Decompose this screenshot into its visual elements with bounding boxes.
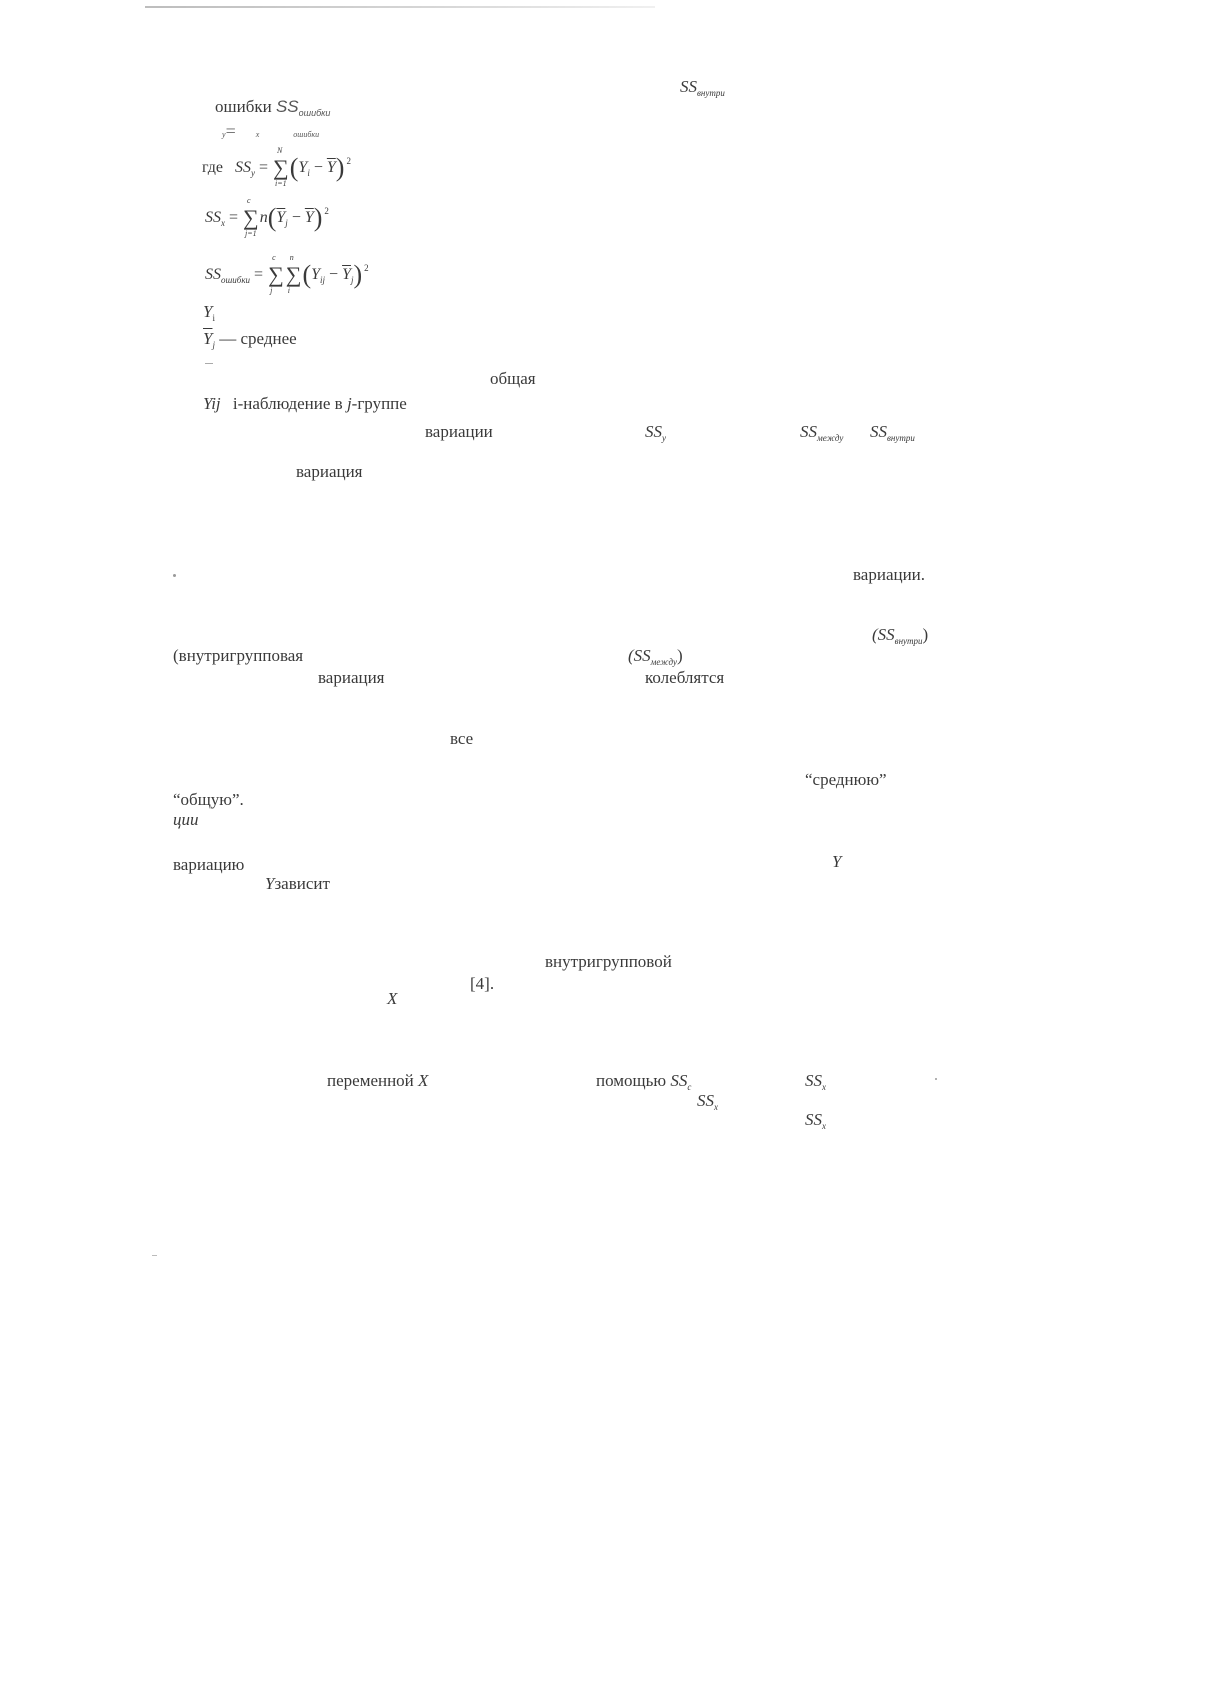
ssy-mean-y: $\overline{Y}$ — [326, 159, 336, 176]
text-tion: ции — [173, 810, 199, 829]
text-variation-3: вариации. — [853, 565, 926, 584]
ssx-open-paren: ( — [267, 203, 277, 232]
yij-line — [203, 395, 407, 412]
text-average: “среднюю” — [805, 770, 887, 789]
ss-between-inline — [800, 423, 843, 443]
ssx-sum: ∑ c j=1 — [243, 196, 259, 238]
ss-x-middle-symbol: SS — [697, 1091, 714, 1110]
ssy-term-y: Y — [298, 159, 308, 176]
by-means-word: помощью — [596, 1071, 667, 1090]
ss-x-right-2-subscript: x — [822, 1121, 826, 1131]
ss-x-right-1-subscript: x — [822, 1082, 826, 1092]
ssx-subscript: x — [221, 218, 225, 228]
ss-inside-top-subscript: внутри — [697, 88, 725, 98]
variable-line — [327, 1072, 428, 1089]
y-i-label — [203, 303, 215, 323]
ss-error-subscript: ошибки — [298, 108, 331, 118]
sse-term-y: Y — [311, 266, 321, 283]
formula-ss-y — [202, 146, 351, 188]
ssy-close-paren: ) — [335, 153, 345, 182]
ss-between-symbol: SS — [800, 422, 817, 441]
ss-inside-paren-symbol: (SS — [872, 625, 895, 644]
sse-inner-lower: i — [287, 286, 290, 295]
faded-equation — [222, 122, 319, 141]
ssx-minus: − — [287, 209, 305, 226]
ssx-close-paren: ) — [313, 203, 323, 232]
ss-x-middle — [697, 1092, 718, 1112]
text-intragroup-2: внутригрупповой — [545, 952, 672, 971]
faded-sub-y: y — [222, 130, 226, 139]
error-label: ошибки — [215, 97, 272, 116]
text-variation-1: вариации — [425, 422, 493, 441]
ss-x-middle-subscript: x — [714, 1102, 718, 1112]
reference-4: [4]. — [470, 974, 495, 993]
yij-description: i-наблюдение в — [232, 394, 343, 413]
ss-inside-paren-subscript: внутри — [894, 636, 923, 646]
ssy-symbol: SS — [235, 159, 252, 176]
ssx-power: 2 — [324, 206, 329, 216]
stray-dot-1 — [173, 574, 176, 577]
ss-inside-top-symbol: SS — [680, 77, 697, 96]
sse-equals: = — [254, 266, 264, 283]
ss-error-symbol: SS — [275, 97, 299, 116]
depends-word: зависит — [274, 874, 330, 893]
ss-inside-paren — [872, 626, 928, 646]
ss-inside-paren-close: ) — [922, 625, 929, 644]
ss-inside-symbol: SS — [870, 422, 887, 441]
sse-power: 2 — [364, 263, 369, 273]
ss-y-inline — [645, 423, 666, 443]
faded-equals: = — [225, 121, 236, 141]
mean-j-subscript: j — [212, 340, 215, 350]
variable-word: переменной — [327, 1071, 414, 1090]
ss-between-subscript: между — [817, 433, 844, 443]
sse-subscript: ошибки — [221, 275, 251, 285]
ssx-equals: = — [229, 209, 239, 226]
text-fluctuate: колеблятся — [645, 668, 725, 687]
stray-dash — [205, 363, 213, 364]
ssy-subscript: y — [251, 168, 256, 178]
text-intragroup: (внутригрупповая — [173, 646, 304, 665]
sse-minus: − — [325, 266, 343, 283]
formula-ss-error — [205, 253, 369, 295]
sse-inner-upper: n — [289, 253, 294, 262]
text-all: все — [450, 729, 474, 748]
stray-mark-bottom — [152, 1255, 157, 1256]
faded-sub-x: x — [255, 130, 260, 139]
where-label: где — [202, 159, 224, 176]
sse-group-mean-sub: j — [350, 275, 354, 285]
text-common: общая — [490, 369, 536, 388]
text-general: “общую”. — [173, 790, 244, 809]
ss-c-subscript: c — [687, 1082, 692, 1092]
yij-j: j — [346, 394, 352, 413]
ssx-sum-lower: j=1 — [245, 229, 257, 238]
sse-outer-upper: c — [272, 253, 276, 262]
y-i-index: i — [212, 313, 215, 323]
ssx-n: n — [259, 209, 268, 226]
sse-term-y-sub: ij — [320, 275, 326, 285]
ss-x-right-1-symbol: SS — [805, 1071, 822, 1090]
y-depends-line — [265, 875, 330, 892]
x-letter: X — [387, 989, 398, 1008]
mean-j-symbol: $\overline{Y}$ — [203, 329, 213, 348]
yij-symbol: Yij — [203, 394, 221, 413]
variable-x: X — [418, 1071, 429, 1090]
ss-inside-top — [680, 78, 725, 98]
ssy-sum: ∑ N i=1 — [273, 146, 289, 188]
ssy-power: 2 — [346, 156, 351, 166]
y-i-symbol: Y — [203, 302, 213, 321]
error-line — [215, 98, 330, 118]
ssx-group-mean: $\overline{Y}$ — [276, 209, 286, 226]
ss-x-right-1 — [805, 1072, 826, 1092]
sse-sum-inner: ∑ n i — [285, 253, 302, 295]
ssy-open-paren: ( — [289, 153, 299, 182]
ss-c-symbol: SS — [670, 1071, 688, 1090]
ssy-minus: − — [309, 159, 327, 176]
ss-x-right-2-symbol: SS — [805, 1110, 822, 1129]
yij-group: -группе — [351, 394, 407, 413]
ss-y-subscript: y — [662, 433, 666, 443]
ssy-sum-lower: i=1 — [275, 179, 287, 188]
formula-ss-x — [205, 196, 329, 238]
scan-top-edge — [145, 6, 655, 8]
mean-line — [203, 330, 297, 350]
sse-group-mean: $\overline{Y}$ — [342, 266, 351, 283]
ssx-overall-mean: $\overline{Y}$ — [304, 209, 314, 226]
sse-close-paren: ) — [353, 260, 363, 289]
ssy-term-y-sub: i — [307, 168, 310, 178]
text-variation-2: вариация — [296, 462, 363, 481]
sse-outer-lower: j — [270, 286, 273, 295]
ssx-symbol: SS — [205, 209, 221, 226]
ss-y-symbol: SS — [645, 422, 662, 441]
sse-sum-outer: ∑ c j — [268, 253, 284, 295]
ss-inside-subscript: внутри — [887, 433, 915, 443]
ss-between-paren — [628, 647, 683, 667]
ss-x-right-2 — [805, 1111, 826, 1131]
ssy-sum-upper: N — [277, 146, 283, 155]
mean-description: — среднее — [219, 329, 297, 348]
ss-between-paren-subscript: между — [650, 657, 677, 667]
stray-dot-2 — [935, 1078, 937, 1080]
sse-open-paren: ( — [302, 260, 312, 289]
faded-sub-error: ошибки — [293, 130, 320, 139]
text-variation-5: вариацию — [173, 855, 245, 874]
text-variation-4: вариация — [318, 668, 385, 687]
ssx-sum-upper: c — [247, 196, 251, 205]
ss-between-paren-symbol: (SS — [628, 646, 651, 665]
ss-inside-inline — [870, 423, 915, 443]
sse-symbol: SS — [205, 266, 221, 283]
by-means-line — [596, 1072, 691, 1092]
y-letter: Y — [832, 852, 842, 871]
ss-between-paren-close: ) — [677, 646, 683, 665]
ssy-equals: = — [259, 159, 269, 176]
ssx-group-mean-sub: j — [285, 218, 288, 228]
y-depends-symbol: Y — [265, 874, 275, 893]
